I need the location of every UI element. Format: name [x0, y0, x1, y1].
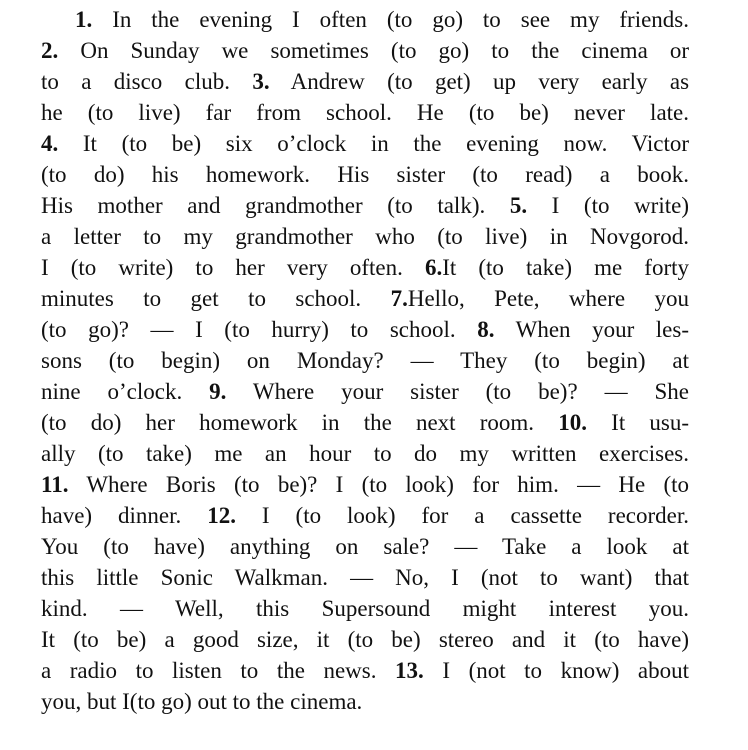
item-number: 13.: [395, 658, 424, 683]
sentence-text: sons (to begin) on Monday? — They (to begin) at: [41, 348, 689, 373]
sentence-text: ally (to take) me an hour to do my written exercises.: [41, 441, 689, 466]
sentence-text: It (to be) six o’clock in the evening now. Victor: [82, 131, 689, 156]
text-line: [41, 35, 689, 66]
item-number: 4.: [41, 131, 59, 156]
item-number: 11.: [41, 472, 69, 497]
sentence-text: In the evening I often (to go) to see my friends.: [112, 7, 689, 32]
sentence-text: Where Boris (to be)? I (to look) for him. — He (to: [86, 472, 689, 497]
sentence-text: (to go)? — I (to hurry) to school.: [41, 317, 456, 342]
sentence-text: this little Sonic Walkman. — No, I (not to want) that: [41, 565, 689, 590]
item-number: 8.: [477, 317, 495, 342]
sentence-text: a radio to listen to the news.: [41, 658, 377, 683]
text-line: [41, 190, 689, 221]
text-line: [41, 407, 689, 438]
sentence-text: You (to have) anything on sale? — Take a look at: [41, 534, 689, 559]
text-line: [41, 97, 689, 128]
text-line: [41, 221, 689, 252]
sentence-text: nine o’clock.: [41, 379, 183, 404]
sentence-text: Hello, Pete, where you: [407, 286, 689, 311]
text-line: [41, 252, 689, 283]
sentence-text: When your les-: [515, 317, 689, 342]
sentence-text: (to do) her homework in the next room.: [41, 410, 535, 435]
text-line: [41, 562, 689, 593]
sentence-text: to a disco club.: [41, 69, 230, 94]
text-line: [41, 128, 689, 159]
item-number: 7.: [390, 286, 408, 311]
sentence-text: a letter to my grandmother who (to live) in Novgorod.: [41, 224, 689, 249]
text-line: [41, 655, 689, 686]
item-number: 12.: [207, 503, 236, 528]
sentence-text: have) dinner.: [41, 503, 182, 528]
item-number: 9.: [209, 379, 227, 404]
sentence-text: he (to live) far from school. He (to be) never late.: [41, 100, 689, 125]
item-number: 6.: [424, 255, 443, 280]
sentence-text: I (to look) for a cassette recorder.: [261, 503, 689, 528]
item-number: 10.: [558, 410, 587, 435]
text-line: [41, 376, 689, 407]
sentence-text: I (not to know) about: [442, 658, 690, 683]
text-line: [41, 686, 689, 717]
sentence-text: kind. — Well, this Supersound might interest you.: [41, 596, 689, 621]
text-line: [41, 624, 689, 655]
item-number: 5.: [509, 193, 528, 218]
sentence-text: Where your sister (to be)? — She: [252, 379, 689, 404]
text-line: [41, 314, 689, 345]
sentence-text: I (to write): [551, 193, 689, 218]
text-line: [41, 345, 689, 376]
text-line: [41, 159, 689, 190]
sentence-text: you, but I(to go) out to the cinema.: [41, 689, 363, 714]
text-line: [41, 283, 689, 314]
text-line: [41, 438, 689, 469]
sentence-text: minutes to get to school.: [41, 286, 362, 311]
sentence-text: Andrew (to get) up very early as: [290, 69, 690, 94]
sentence-text: It (to take) me forty: [442, 255, 690, 280]
text-line: [41, 500, 689, 531]
sentence-text: It (to be) a good size, it (to be) stereo and it (to have): [41, 627, 689, 652]
text-line: [41, 531, 689, 562]
text-line: [41, 469, 689, 500]
item-number: 2.: [41, 38, 59, 63]
sentence-text: It usu-: [611, 410, 690, 435]
item-number: 1.: [75, 7, 93, 32]
text-line: [41, 66, 689, 97]
sentence-text: I (to write) to her very often.: [41, 255, 403, 280]
sentence-text: His mother and grandmother (to talk).: [41, 193, 486, 218]
text-line: [41, 593, 689, 624]
sentence-text: (to do) his homework. His sister (to read) a book.: [41, 162, 689, 187]
sentence-text: On Sunday we sometimes (to go) to the cinema or: [80, 38, 690, 63]
exercise-text: [41, 4, 689, 717]
item-number: 3.: [252, 69, 270, 94]
text-line: [41, 4, 689, 35]
